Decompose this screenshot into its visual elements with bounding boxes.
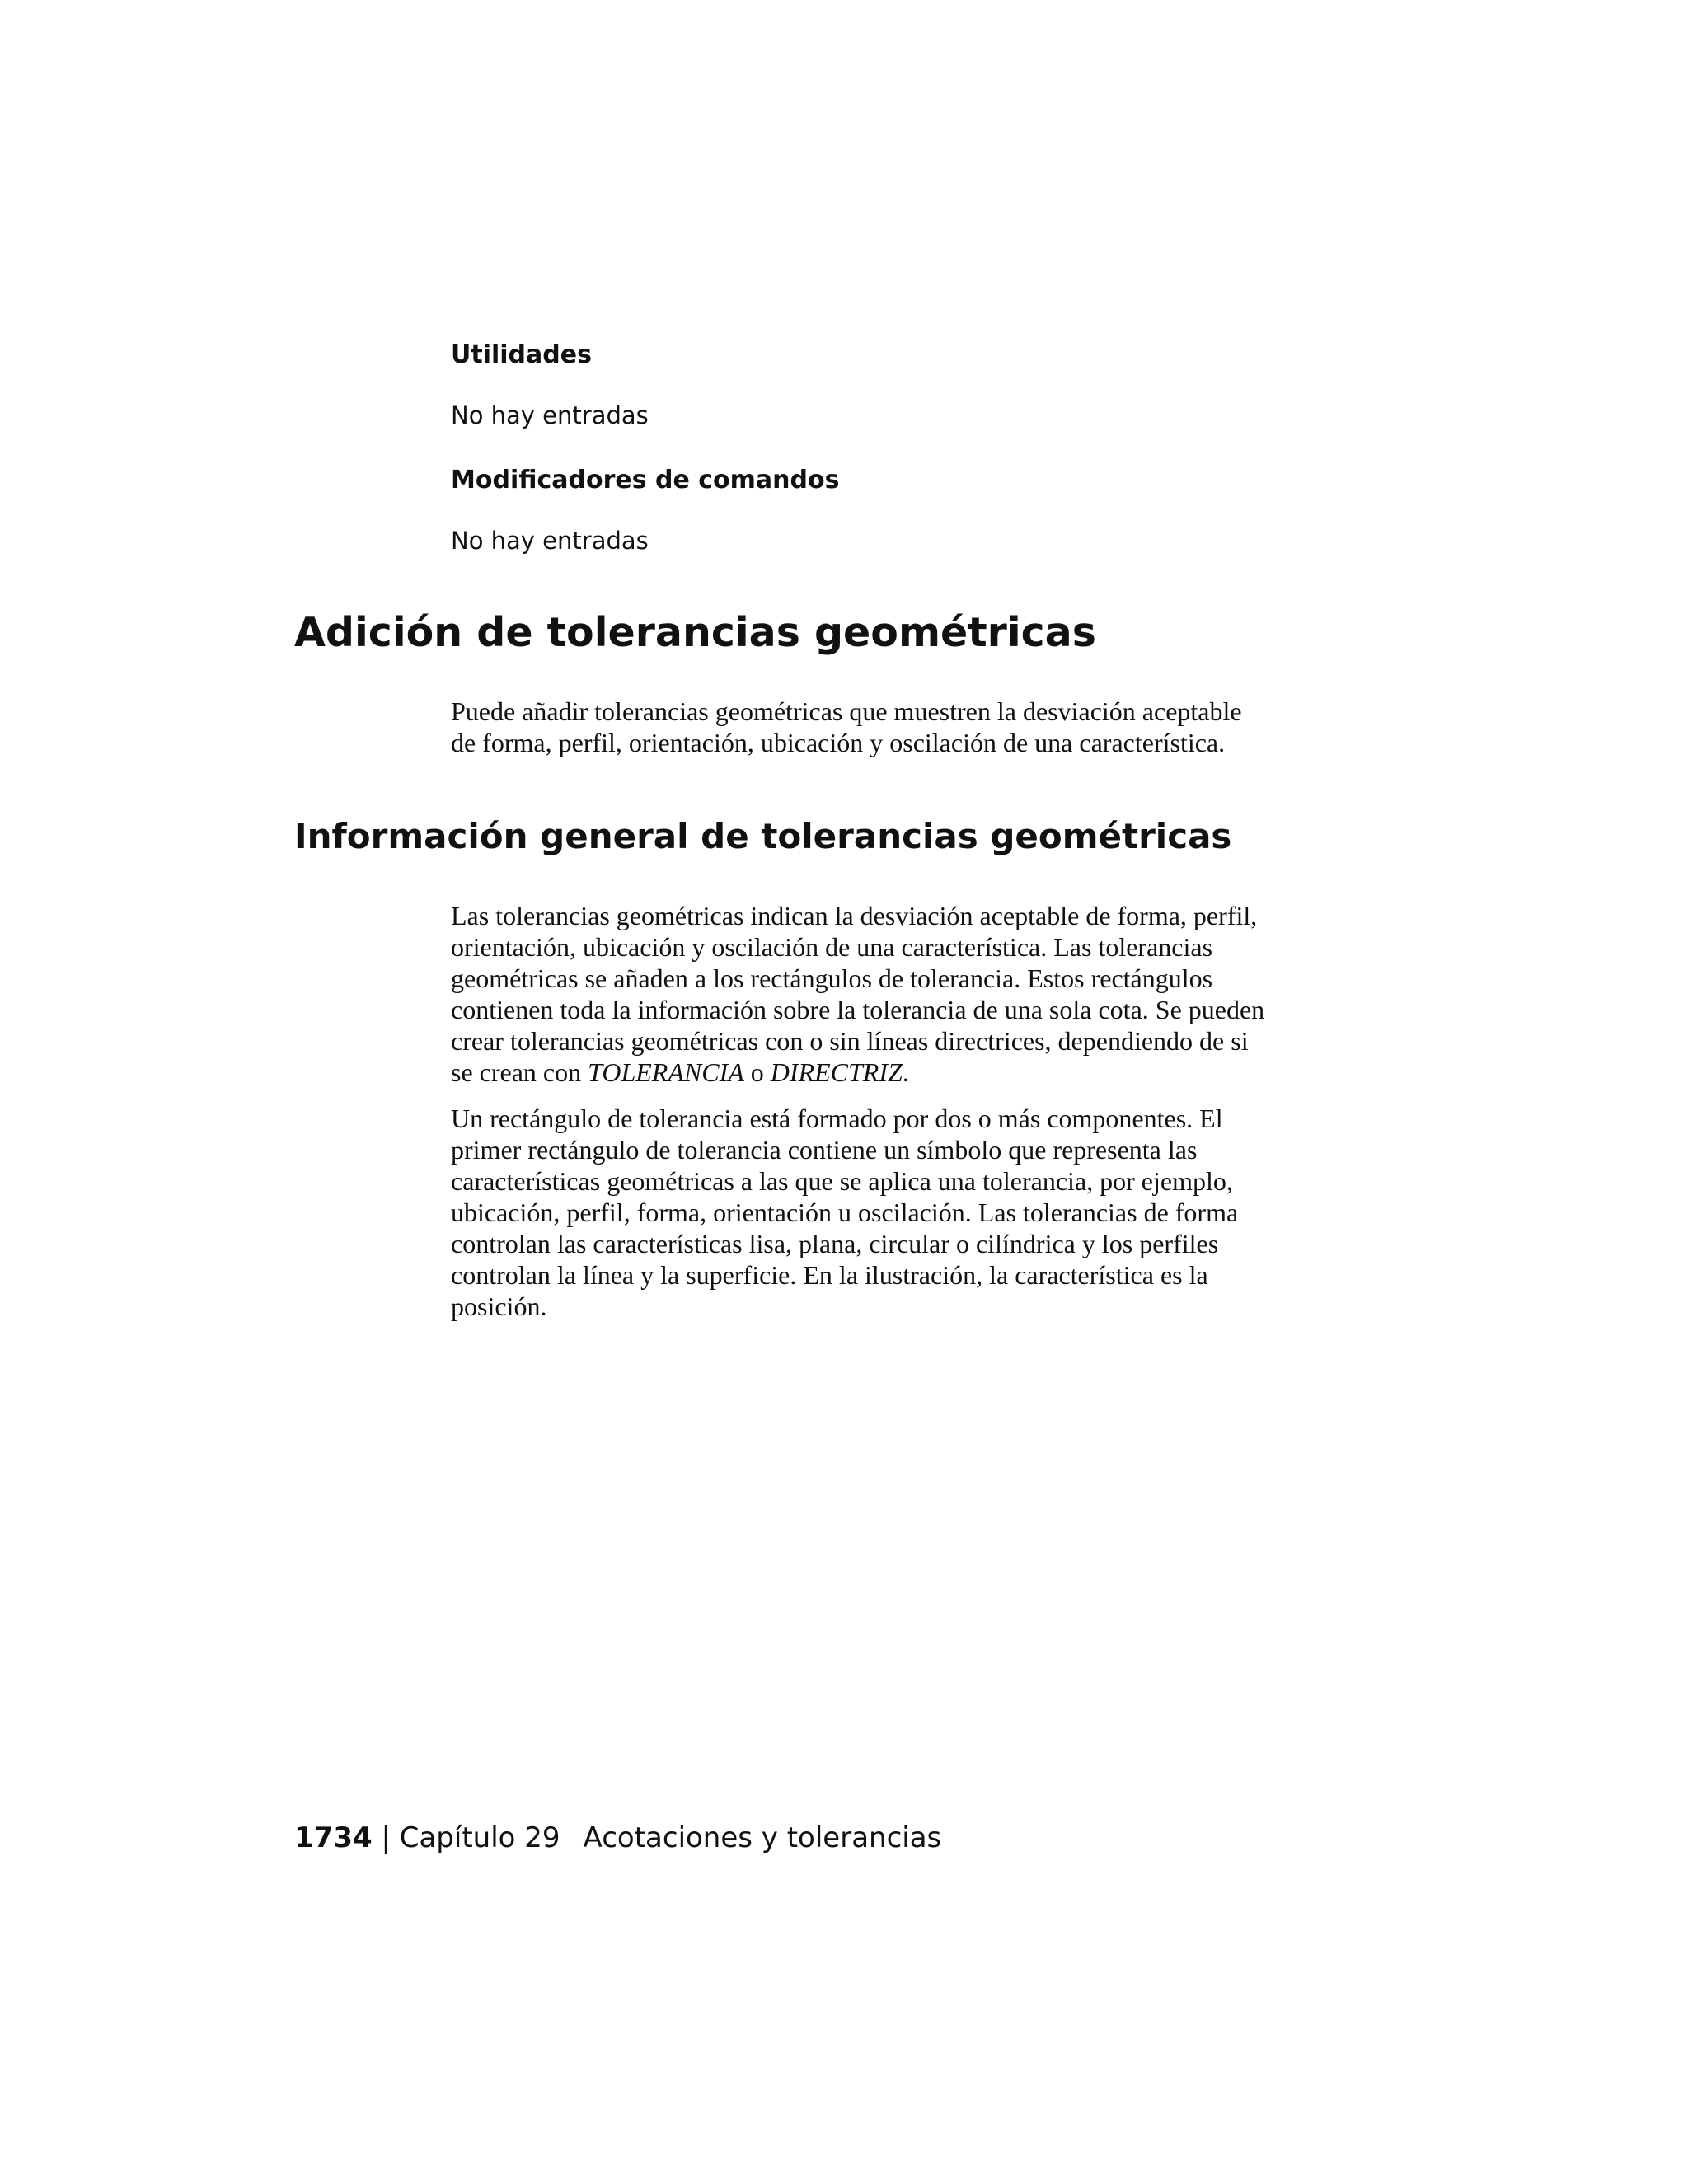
- text-line: controlan la línea y la superficie. En la ilustración, la característica es la: [451, 1260, 1208, 1290]
- text-line: de forma, perfil, orientación, ubicación y oscilación de una característica.: [451, 728, 1226, 757]
- text-run: .: [902, 1057, 909, 1087]
- intro-paragraph: [451, 696, 1357, 758]
- text-line: controlan las características lisa, plana, circular o cilíndrica y los perfiles: [451, 1229, 1219, 1258]
- command-name-tolerancia: TOLERANCIA: [588, 1057, 744, 1087]
- text-line: Puede añadir tolerancias geométricas que muestren la desviación aceptable: [451, 696, 1242, 726]
- text-line: Un rectángulo de tolerancia está formado por dos o más componentes. El: [451, 1104, 1223, 1133]
- section-text-utilidades: No hay entradas: [451, 401, 649, 429]
- page-footer: [294, 1820, 941, 1856]
- text-line: posición.: [451, 1291, 547, 1321]
- text-run: se crean con: [451, 1057, 588, 1087]
- text-line: crear tolerancias geométricas con o sin líneas directrices, dependiendo de si: [451, 1026, 1249, 1056]
- text-line: características geométricas a las que se aplica una tolerancia, por ejemplo,: [451, 1166, 1233, 1196]
- text-line: ubicación, perfil, forma, orientación u oscilación. Las tolerancias de forma: [451, 1197, 1239, 1227]
- footer-separator: |: [381, 1821, 391, 1854]
- chapter-number: Capítulo 29: [399, 1821, 560, 1854]
- chapter-title: Acotaciones y tolerancias: [583, 1821, 942, 1854]
- page-heading: Adición de tolerancias geométricas: [294, 609, 1096, 656]
- text-line-last: [451, 1057, 1357, 1088]
- section-label-utilidades: Utilidades: [451, 340, 592, 369]
- section-text-modificadores: No hay entradas: [451, 527, 649, 555]
- text-line: primer rectángulo de tolerancia contiene un símbolo que representa las: [451, 1135, 1198, 1165]
- text-run: o: [743, 1057, 771, 1087]
- section-heading: Información general de tolerancias geométricas: [294, 816, 1232, 856]
- text-line: Las tolerancias geométricas indican la desviación aceptable de forma, perfil,: [451, 901, 1258, 930]
- text-line: geométricas se añaden a los rectángulos de tolerancia. Estos rectángulos: [451, 963, 1213, 993]
- page-number: 1734: [294, 1821, 373, 1854]
- text-line: orientación, ubicación y oscilación de una característica. Las tolerancias: [451, 932, 1213, 962]
- text-line: contienen toda la información sobre la tolerancia de una sola cota. Se pueden: [451, 995, 1265, 1024]
- section-label-modificadores: Modificadores de comandos: [451, 466, 840, 494]
- paragraph-2: [451, 1103, 1357, 1322]
- command-name-directriz: DIRECTRIZ: [770, 1057, 903, 1087]
- paragraph-1: [451, 900, 1357, 1088]
